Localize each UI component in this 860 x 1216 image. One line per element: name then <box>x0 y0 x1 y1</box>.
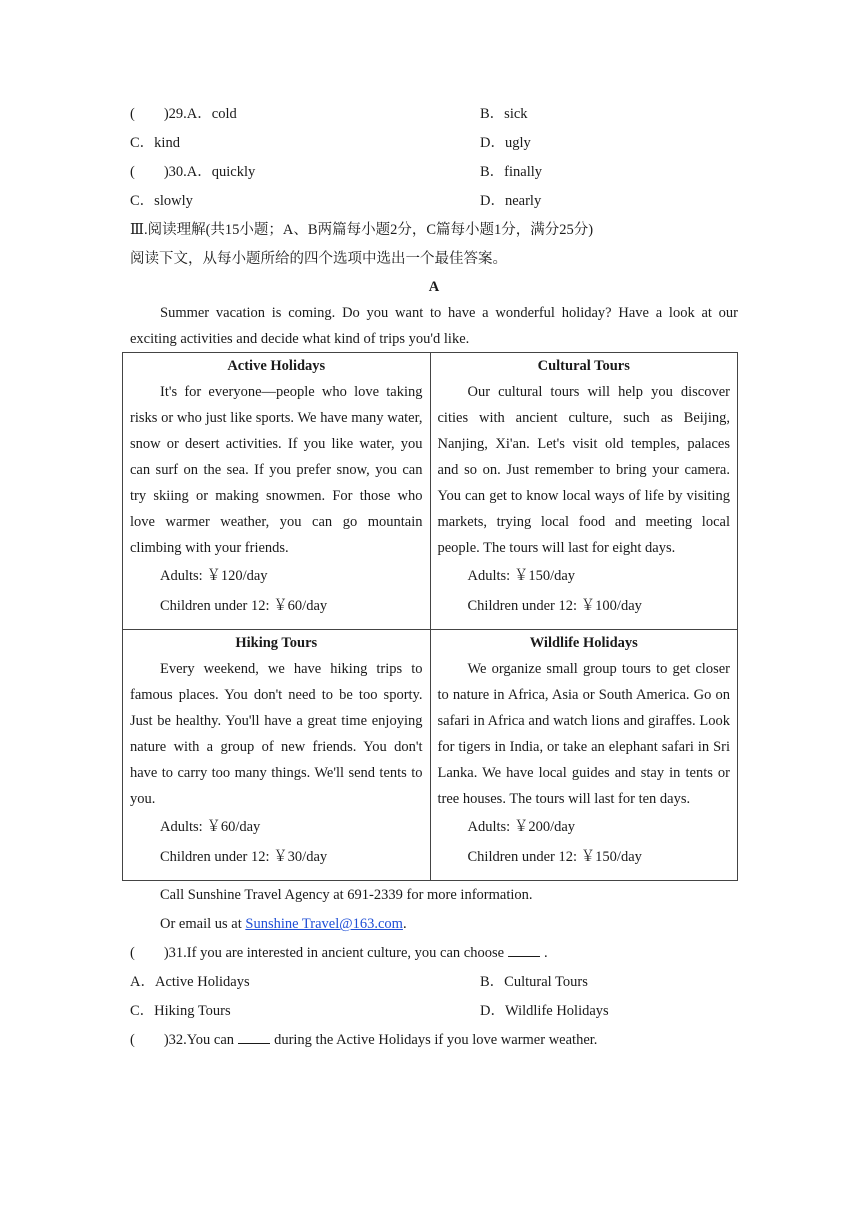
question-30-option-a: ( )30.A．quickly <box>130 164 256 180</box>
active-holidays-child-price: Children under 12: ￥60/day <box>160 598 328 614</box>
question-32-text-start: ( )32.You can <box>130 1032 235 1048</box>
contact-email-link[interactable]: Sunshine Travel@163.com <box>245 916 403 932</box>
question-31-row-2 <box>130 997 738 1026</box>
question-31-option-b: B．Cultural Tours <box>480 974 588 990</box>
tours-table <box>122 352 738 881</box>
cultural-tours-adult-price: Adults: ￥150/day <box>467 568 576 584</box>
wildlife-holidays-text: We organize small group tours to get closer to nature in Africa, Asia or South America. Go on safari in Africa and watch lions and giraffes. Look for tigers in India, or take an elephant safari in Sri Lanka. We have local guides and stay in tents or tree houses. The tours will last for ten days. <box>437 661 730 807</box>
question-31-option-d: D．Wildlife Holidays <box>480 1003 609 1019</box>
question-31-text: ( )31.If you are interested in ancient culture, you can choose <box>130 945 505 961</box>
question-29-option-c: C．kind <box>130 135 180 151</box>
wildlife-holidays-adult-price: Adults: ￥200/day <box>467 819 576 835</box>
question-30-option-b: B．finally <box>480 164 543 180</box>
answer-blank <box>238 1029 270 1044</box>
active-holidays-title: Active Holidays <box>227 358 326 374</box>
hiking-tours-text: Every weekend, we have hiking trips to famous places. You don't need to be too sporty. Just be healthy. You'll have a great time enjoying nature with a group of new friends. You don't have to carry too many things. We'll send tents to you. <box>130 661 423 807</box>
question-29-option-d: D．ugly <box>480 135 531 151</box>
question-31-option-a: A．Active Holidays <box>130 974 250 990</box>
contact-email-suffix: . <box>402 916 407 932</box>
hiking-tours-adult-price: Adults: ￥60/day <box>160 819 261 835</box>
tours-table-row-1 <box>123 353 738 630</box>
passage-label: A <box>428 279 440 295</box>
active-holidays-text: It's for everyone—people who love taking risks or who just like sports. We have many water, snow or desert activities. If you like water, you can surf on the sea. If you prefer snow, you can try skiing or making snowmen. For those who love warmer weather, you can go mountain climbing with your friends. <box>130 384 423 556</box>
question-32-stem <box>130 1026 738 1055</box>
section-title: Ⅲ.阅读理解(共15小题；A、B两篇每小题2分，C篇每小题1分，满分25分) <box>130 222 594 238</box>
answer-blank <box>508 942 540 957</box>
cultural-tours-child-price: Children under 12: ￥100/day <box>467 598 642 614</box>
question-31-row-1 <box>130 968 738 997</box>
contact-email-line <box>130 910 738 939</box>
question-32-text-end: during the Active Holidays if you love warmer weather. <box>274 1032 598 1048</box>
hiking-tours-child-price: Children under 12: ￥30/day <box>160 849 328 865</box>
contact-phone: Call Sunshine Travel Agency at 691-2339 for more information. <box>160 887 533 903</box>
question-30-option-d: D．nearly <box>480 193 542 209</box>
active-holidays-cell <box>123 353 431 630</box>
question-31-option-c: C．Hiking Tours <box>130 1003 231 1019</box>
cultural-tours-title: Cultural Tours <box>537 358 630 374</box>
tours-table-row-2 <box>123 630 738 881</box>
wildlife-holidays-title: Wildlife Holidays <box>529 635 638 651</box>
wildlife-holidays-child-price: Children under 12: ￥150/day <box>467 849 642 865</box>
worksheet-page <box>130 100 738 1055</box>
cultural-tours-text: Our cultural tours will help you discover cities with ancient culture, such as Beijing, Nanjing, Xi'an. Let's visit old temples, palaces and so on. Just remember to bring your camera. You can get to know local ways of life by visiting markets, trying local food and meeting local people. The tours will last for eight days. <box>437 384 730 556</box>
question-29-option-a: ( )29.A．cold <box>130 106 237 122</box>
contact-email-prefix: Or email us at <box>160 916 246 932</box>
wildlife-holidays-cell <box>430 630 738 881</box>
question-29-row-2 <box>130 129 738 158</box>
question-30-row-2 <box>130 187 738 216</box>
question-31-end: . <box>544 945 548 961</box>
passage-intro: Summer vacation is coming. Do you want to have a wonderful holiday? Have a look at our exciting activities and decide what kind of trips you'd like. <box>130 305 738 347</box>
question-31-stem <box>130 939 738 968</box>
hiking-tours-title: Hiking Tours <box>235 635 318 651</box>
question-29-option-b: B．sick <box>480 106 528 122</box>
question-29-row-1 <box>130 100 738 129</box>
cultural-tours-cell <box>430 353 738 630</box>
question-30-option-c: C．slowly <box>130 193 193 209</box>
active-holidays-adult-price: Adults: ￥120/day <box>160 568 268 584</box>
section-instruction: 阅读下文，从每小题所给的四个选项中选出一个最佳答案。 <box>130 251 507 267</box>
hiking-tours-cell <box>123 630 431 881</box>
question-30-row-1 <box>130 158 738 187</box>
